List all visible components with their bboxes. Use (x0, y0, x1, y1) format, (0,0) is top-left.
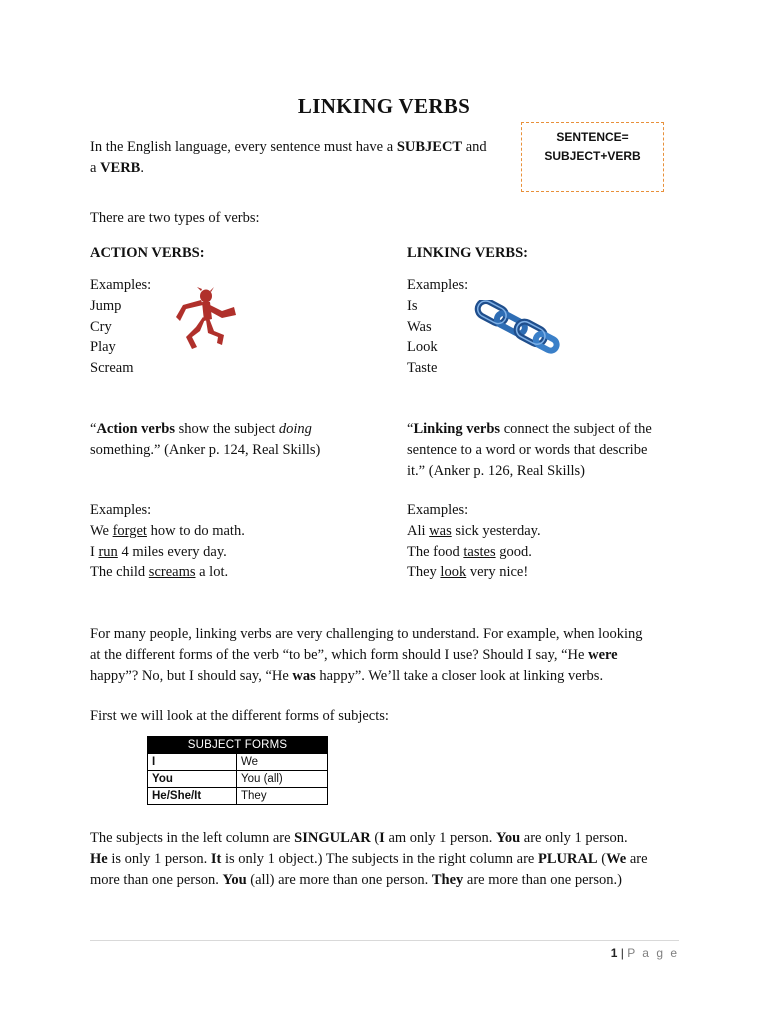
examples-label: Examples: (90, 502, 152, 518)
list-item: We forget how to do math. (90, 522, 245, 539)
page-label: P a g e (627, 946, 679, 960)
intro-line-1: In the English language, every sentence must have a SUBJECT and (90, 139, 487, 155)
chain-links-icon (470, 300, 564, 358)
list-item: Play (90, 339, 116, 356)
list-item: Was (407, 318, 432, 335)
linking-verbs-definition: “Linking verbs connect the subject of the sentence to a word or words that describe it.” (Anker p. 126, Real Skills) (407, 421, 652, 479)
linking-verbs-heading: LINKING VERBS: (407, 245, 528, 261)
list-item: Look (407, 339, 438, 356)
list-item: Taste (407, 360, 438, 377)
subject-forms-intro: First we will look at the different forms of subjects: (90, 708, 389, 724)
linking-examples-list (407, 275, 468, 379)
action-verbs-heading: ACTION VERBS: (90, 245, 205, 261)
page-footer: 1 | P a g e (610, 946, 679, 960)
examples-label: Examples: (407, 277, 469, 293)
two-types-text: There are two types of verbs: (90, 210, 260, 226)
footer-divider (90, 940, 679, 941)
list-item: Cry (90, 318, 112, 335)
examples-label: Examples: (90, 277, 152, 293)
action-examples-list (90, 275, 151, 379)
list-item: I run 4 miles every day. (90, 543, 227, 560)
list-item: Ali was sick yesterday. (407, 522, 541, 539)
running-figure-icon (170, 287, 238, 351)
table-row: He/She/It They (148, 788, 328, 805)
formula-line-1: SENTENCE= (556, 130, 629, 144)
linking-example-sentences (407, 500, 707, 583)
list-item: They look very nice! (407, 564, 529, 581)
list-item: Is (407, 297, 418, 314)
table-row: I We (148, 754, 328, 771)
list-item: The child screams a lot. (90, 564, 229, 581)
sentence-formula-box (521, 122, 664, 192)
intro-line-2: a VERB. (90, 159, 144, 176)
action-example-sentences (90, 500, 390, 583)
to-be-paragraph: For many people, linking verbs are very challenging to understand. For example, when looking at the different forms of the verb “to be”, which form should I use? Should I say, “He were happy”? No, but I should say, “He was happy”. We’ll take a closer look at linking verbs. (90, 626, 643, 684)
page-number: 1 (610, 946, 618, 960)
table-row: You You (all) (148, 771, 328, 788)
formula-line-2: SUBJECT+VERB (544, 149, 641, 163)
list-item: The food tastes good. (407, 543, 532, 560)
intro-paragraph (90, 137, 510, 179)
singular-plural-paragraph: The subjects in the left column are SINGULAR (I am only 1 person. You are only 1 person. He is only 1 person. It is only 1 object.) The subjects in the right column are PLURAL (We are more than one person. You (all) are more than one person. They are more than one person.) (90, 830, 648, 888)
action-verbs-definition: “Action verbs show the subject doing something.” (Anker p. 124, Real Skills) (90, 421, 321, 458)
list-item: Scream (90, 360, 134, 377)
examples-label: Examples: (407, 502, 469, 518)
subject-forms-table (147, 736, 328, 805)
list-item: Jump (90, 297, 122, 314)
table-header: SUBJECT FORMS (148, 737, 328, 754)
page-title: LINKING VERBS (297, 94, 471, 118)
